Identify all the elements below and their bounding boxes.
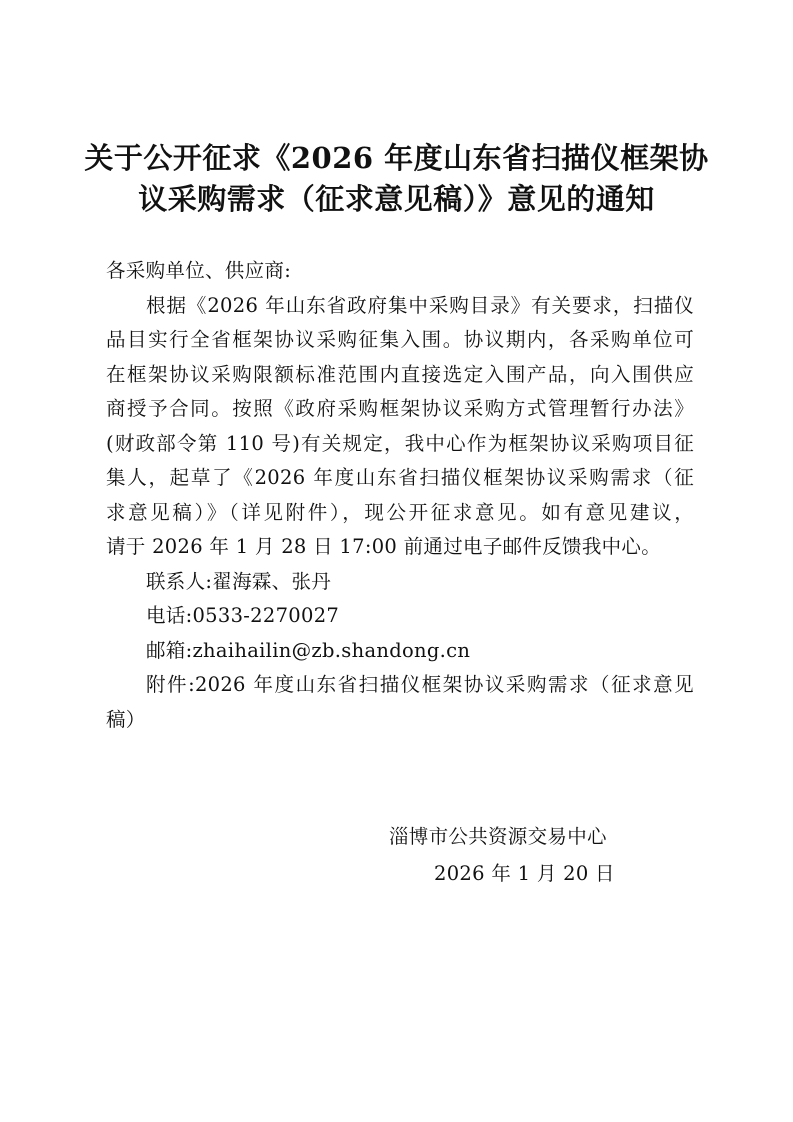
title-line-1: 关于公开征求《2026 年度山东省扫描仪框架协 [84, 141, 709, 175]
document-body [106, 254, 694, 737]
document-title [60, 138, 733, 220]
attachment-line-1: 附件:2026 年度山东省扫描仪框架协议采购需求（征求意见 [146, 673, 694, 696]
contact-phone: 电话:0533-2270027 [146, 604, 340, 627]
paragraph-line: 求意见稿）》（详见附件），现公开征求意见。如有意见建议， [106, 500, 694, 524]
paragraph-line: (财政部令第 110 号)有关规定，我中心作为框架协议采购项目征 [106, 431, 694, 455]
salutation: 各采购单位、供应商: [106, 259, 292, 282]
signature-date: 2026 年 1 月 20 日 [434, 862, 615, 885]
main-paragraph [106, 289, 694, 565]
paragraph-line: 根据《2026 年山东省政府集中采购目录》有关要求，扫描仪 [146, 293, 694, 317]
contact-email: 邮箱:zhaihailin@zb.shandong.cn [146, 638, 471, 662]
paragraph-line: 请于 2026 年 1 月 28 日 17:00 前通过电子邮件反馈我中心。 [106, 535, 662, 558]
attachment-line-2: 稿） [106, 707, 146, 731]
paragraph-line: 商授予合同。按照《政府采购框架协议采购方式管理暂行办法》 [106, 397, 694, 420]
contact-person: 联系人:翟海霖、张丹 [146, 569, 332, 593]
paragraph-line: 在框架协议采购限额标准范围内直接选定入围产品，向入围供应 [106, 362, 694, 386]
paragraph-line: 品目实行全省框架协议采购征集入围。协议期内，各采购单位可 [106, 328, 694, 351]
title-line-2: 议采购需求（征求意见稿）》意见的通知 [138, 182, 655, 216]
signature-organization: 淄博市公共资源交易中心 [389, 825, 607, 848]
paragraph-line: 集人，起草了《2026 年度山东省扫描仪框架协议采购需求（征 [106, 466, 694, 489]
